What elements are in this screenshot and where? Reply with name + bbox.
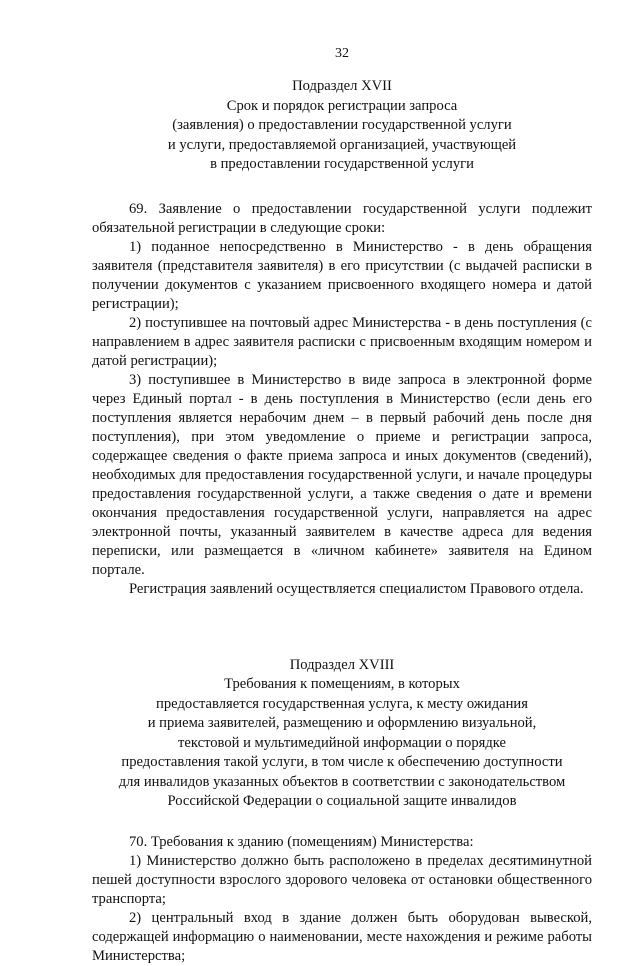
paragraph-69-item-1: 1) поданное непосредственно в Министерство - в день обращения заявителя (представителя заявителя) в его присутствии (с выдачей расписки в получении документов с указанием присвоенного входящего номера и датой регистрации); xyxy=(92,238,592,312)
section-18-heading-line: предоставляется государственная услуга, к месту ожидания xyxy=(156,695,528,712)
paragraph-70-item-1: 1) Министерство должно быть расположено в пределах десятиминутной пешей доступности взрослого здорового человека от остановки общественного транспорта; xyxy=(92,852,592,907)
section-18-heading-line: текстовой и мультимедийной информации о порядке xyxy=(178,734,506,751)
section-18-heading-line: Требования к помещениям, в которых xyxy=(224,676,460,692)
section-17-heading-line: Срок и порядок регистрации запроса xyxy=(226,97,458,114)
paragraph-70-item-2: 2) центральный вход в здание должен быть оборудован вывеской, содержащей информацию о наименовании, месте нахождения и режиме работы Министерства; xyxy=(92,909,592,964)
section-17-body xyxy=(92,200,592,599)
section-17-heading-line: (заявления) о предоставлении государственной услуги xyxy=(172,117,512,133)
section-18-heading-line: Российской Федерации о социальной защите инвалидов xyxy=(167,793,517,809)
section-17-heading-line: и услуги, предоставляемой организацией, участвующей xyxy=(167,136,517,153)
paragraph-69-item-2: 2) поступившее на почтовый адрес Министерства - в день поступления (с направлением в адрес заявителя расписки с присвоенным входящим номером и датой регистрации); xyxy=(92,314,592,369)
section-18-heading-line: для инвалидов указанных объектов в соответствии с законодательством xyxy=(118,773,566,790)
section-18-heading-line: предоставления такой услуги, в том числе к обеспечению доступности xyxy=(121,754,563,770)
paragraph-69: 69. Заявление о предоставлении государственной услуги подлежит обязательной регистрации в следующие сроки: xyxy=(92,200,592,236)
section-18-heading xyxy=(92,656,592,812)
section-18-body xyxy=(92,833,592,966)
section-18-heading-line: Подраздел XVIII xyxy=(289,656,395,673)
paragraph-registration: Регистрация заявлений осуществляется специалистом Правового отдела. xyxy=(129,580,584,597)
section-17-heading-line: Подраздел XVII xyxy=(292,78,392,94)
paragraph-69-item-3: 3) поступившее в Министерство в виде запроса в электронной форме через Единый портал - в день поступления в Министерство (если день его поступления является нерабочим днем – в первый рабочий день после дня поступления), при этом уведомление о приеме и регистрации запроса, содержащее сведения о факте приема запроса и иных документов (сведений), необходимых для предоставления государственной услуги, и начале процедуры предоставления государственной услуги, а также сведения о дате и времени окончания предоставления государственной услуги, направляется на адрес электронной почты, указанный заявителем в качестве адреса для ведения переписки, или размещается в «личном кабинете» заявителя на Едином портале. xyxy=(92,371,592,578)
section-18-heading-line: и приема заявителей, размещению и оформлению визуальной, xyxy=(147,715,537,731)
paragraph-70: 70. Требования к зданию (помещениям) Министерства: xyxy=(129,833,474,850)
section-17-heading xyxy=(92,77,592,175)
section-17-heading-line: в предоставлении государственной услуги xyxy=(210,156,474,172)
page-number: 32 xyxy=(335,46,349,61)
